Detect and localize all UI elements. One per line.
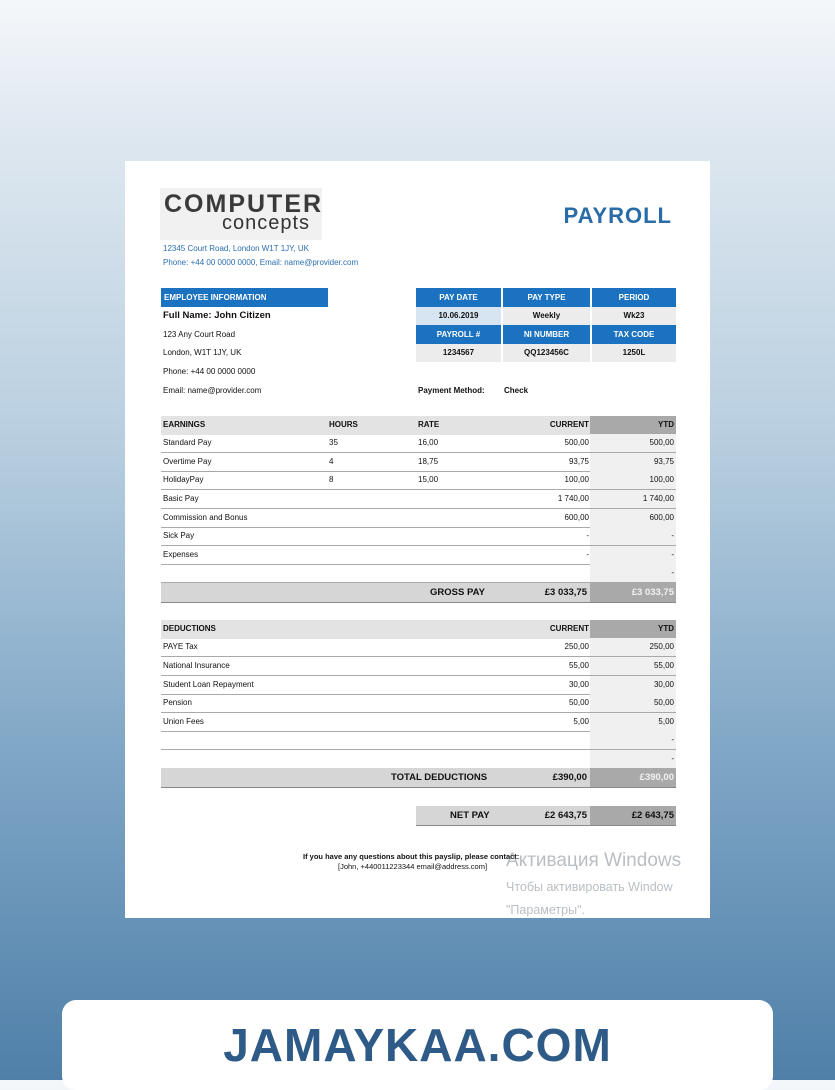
earnings-col-current: CURRENT bbox=[549, 420, 589, 429]
deduction-ytd: - bbox=[671, 735, 674, 744]
payment-method-value: Check bbox=[504, 386, 529, 395]
payment-method-label: Payment Method: bbox=[418, 386, 485, 395]
deduction-ytd: 30,00 bbox=[653, 680, 674, 689]
table-row bbox=[161, 713, 676, 732]
period-value: Wk23 bbox=[592, 307, 676, 325]
earning-name: Standard Pay bbox=[163, 438, 212, 447]
deduction-name: National Insurance bbox=[163, 661, 230, 670]
total-deductions-label: TOTAL DEDUCTIONS bbox=[391, 772, 488, 783]
logo-line2: concepts bbox=[222, 212, 311, 234]
employee-name: Full Name: John Citizen bbox=[163, 310, 271, 321]
earning-name: Basic Pay bbox=[163, 494, 199, 503]
earning-current: 600,00 bbox=[564, 513, 589, 522]
activation-watermark-line2: "Параметры". bbox=[506, 903, 585, 917]
earning-hours: 4 bbox=[329, 457, 334, 466]
pay-date-value: 10.06.2019 bbox=[416, 307, 501, 325]
earnings-col-ytd: YTD bbox=[658, 420, 674, 429]
earning-current: 93,75 bbox=[568, 457, 589, 466]
payroll-number-label: PAYROLL # bbox=[416, 325, 501, 344]
earning-current: 100,00 bbox=[564, 475, 589, 484]
table-row bbox=[161, 546, 676, 565]
table-row bbox=[161, 694, 676, 713]
table-row bbox=[161, 527, 676, 546]
earning-current: 1 740,00 bbox=[557, 494, 589, 503]
earning-name: Expenses bbox=[163, 550, 199, 559]
payroll-number-value: 1234567 bbox=[416, 344, 501, 362]
site-banner bbox=[62, 1000, 773, 1090]
earnings-col-hours: HOURS bbox=[329, 420, 358, 429]
table-row bbox=[161, 657, 676, 676]
earning-rate: 15,00 bbox=[418, 475, 439, 484]
table-row bbox=[161, 564, 676, 583]
company-address: 12345 Court Road, London W1T 1JY, UK bbox=[163, 244, 310, 253]
earning-current: - bbox=[586, 550, 589, 559]
earning-ytd: 1 740,00 bbox=[642, 494, 674, 503]
tax-code-label: TAX CODE bbox=[592, 325, 676, 344]
deduction-current: 50,00 bbox=[568, 698, 589, 707]
earning-name: Sick Pay bbox=[163, 531, 195, 540]
earnings-col-rate: RATE bbox=[418, 420, 440, 429]
deductions-col-current: CURRENT bbox=[549, 624, 589, 633]
tax-code-value: 1250L bbox=[592, 344, 676, 362]
earning-ytd: 93,75 bbox=[653, 457, 674, 466]
earning-ytd: 600,00 bbox=[649, 513, 674, 522]
table-row bbox=[161, 490, 676, 509]
page-title: PAYROLL bbox=[563, 203, 672, 228]
activation-watermark-title: Активация Windows bbox=[506, 850, 682, 871]
deduction-ytd: 55,00 bbox=[653, 661, 674, 670]
deduction-name: PAYE Tax bbox=[163, 642, 198, 651]
deduction-current: 5,00 bbox=[573, 717, 589, 726]
deduction-ytd: 250,00 bbox=[649, 642, 674, 651]
gross-pay-current: £3 033,75 bbox=[544, 587, 587, 598]
payslip-document bbox=[125, 161, 710, 918]
table-row bbox=[161, 453, 676, 472]
net-pay-ytd: £2 643,75 bbox=[631, 810, 674, 821]
logo-line1: COMPUTER bbox=[164, 190, 324, 218]
table-row bbox=[161, 676, 676, 695]
deduction-name: Student Loan Repayment bbox=[163, 680, 254, 689]
pay-type-label: PAY TYPE bbox=[503, 288, 590, 307]
earning-name: Overtime Pay bbox=[163, 457, 212, 466]
earning-ytd: - bbox=[671, 531, 674, 540]
table-row bbox=[161, 471, 676, 490]
earning-rate: 18,75 bbox=[418, 457, 439, 466]
deduction-current: 30,00 bbox=[568, 680, 589, 689]
employee-street: 123 Any Court Road bbox=[163, 330, 236, 339]
pay-type-value: Weekly bbox=[503, 307, 590, 325]
table-row bbox=[161, 638, 676, 657]
earning-hours: 35 bbox=[329, 438, 338, 447]
net-pay-row bbox=[416, 806, 676, 826]
total-deductions-ytd: £390,00 bbox=[639, 772, 674, 783]
total-deductions-row bbox=[161, 768, 676, 788]
earning-rate: 16,00 bbox=[418, 438, 439, 447]
employee-info-header: EMPLOYEE INFORMATION bbox=[161, 288, 328, 307]
earning-ytd: - bbox=[671, 568, 674, 577]
earning-hours: 8 bbox=[329, 475, 334, 484]
period-label: PERIOD bbox=[592, 288, 676, 307]
deduction-current: 55,00 bbox=[568, 661, 589, 670]
net-pay-label: NET PAY bbox=[450, 810, 490, 821]
net-pay-current: £2 643,75 bbox=[544, 810, 587, 821]
site-banner-text: JAMAYKAA.COM bbox=[223, 1019, 612, 1071]
table-row bbox=[161, 750, 676, 769]
company-contact: Phone: +44 00 0000 0000, Email: name@provider.com bbox=[163, 258, 359, 267]
earning-name: Commission and Bonus bbox=[163, 513, 248, 522]
earning-ytd: 500,00 bbox=[649, 438, 674, 447]
employee-city: London, W1T 1JY, UK bbox=[163, 348, 242, 357]
earning-current: 500,00 bbox=[564, 438, 589, 447]
earnings-header-row bbox=[161, 416, 676, 435]
footer-contact: [John, +440011223344 email@address.com] bbox=[338, 862, 488, 871]
deduction-ytd: 5,00 bbox=[658, 717, 674, 726]
deductions-col-ytd: YTD bbox=[658, 624, 674, 633]
table-row bbox=[161, 434, 676, 453]
earning-current: - bbox=[586, 531, 589, 540]
earning-ytd: - bbox=[671, 550, 674, 559]
earning-name: HolidayPay bbox=[163, 475, 204, 484]
deduction-current: 250,00 bbox=[564, 642, 589, 651]
deduction-name: Pension bbox=[163, 698, 192, 707]
deduction-ytd: - bbox=[671, 754, 674, 763]
deductions-header-row bbox=[161, 620, 676, 639]
gross-pay-ytd: £3 033,75 bbox=[631, 587, 674, 598]
ni-number-label: NI NUMBER bbox=[503, 325, 590, 344]
earnings-col-name: EARNINGS bbox=[163, 420, 206, 429]
pay-date-label: PAY DATE bbox=[416, 288, 501, 307]
ni-number-value: QQ123456C bbox=[503, 344, 590, 362]
earning-ytd: 100,00 bbox=[649, 475, 674, 484]
table-row bbox=[161, 509, 676, 528]
footer-question: If you have any questions about this payslip, please contact: bbox=[303, 852, 520, 861]
deduction-ytd: 50,00 bbox=[653, 698, 674, 707]
deductions-col-name: DEDUCTIONS bbox=[163, 624, 216, 633]
total-deductions-current: £390,00 bbox=[552, 772, 587, 783]
employee-phone: Phone: +44 00 0000 0000 bbox=[163, 367, 256, 376]
company-logo bbox=[160, 188, 322, 240]
employee-email: Email: name@provider.com bbox=[163, 386, 262, 395]
deduction-name: Union Fees bbox=[163, 717, 204, 726]
activation-watermark-line1: Чтобы активировать Window bbox=[506, 880, 673, 894]
gross-pay-row bbox=[161, 583, 676, 603]
gross-pay-label: GROSS PAY bbox=[430, 587, 485, 598]
table-row bbox=[161, 731, 676, 750]
